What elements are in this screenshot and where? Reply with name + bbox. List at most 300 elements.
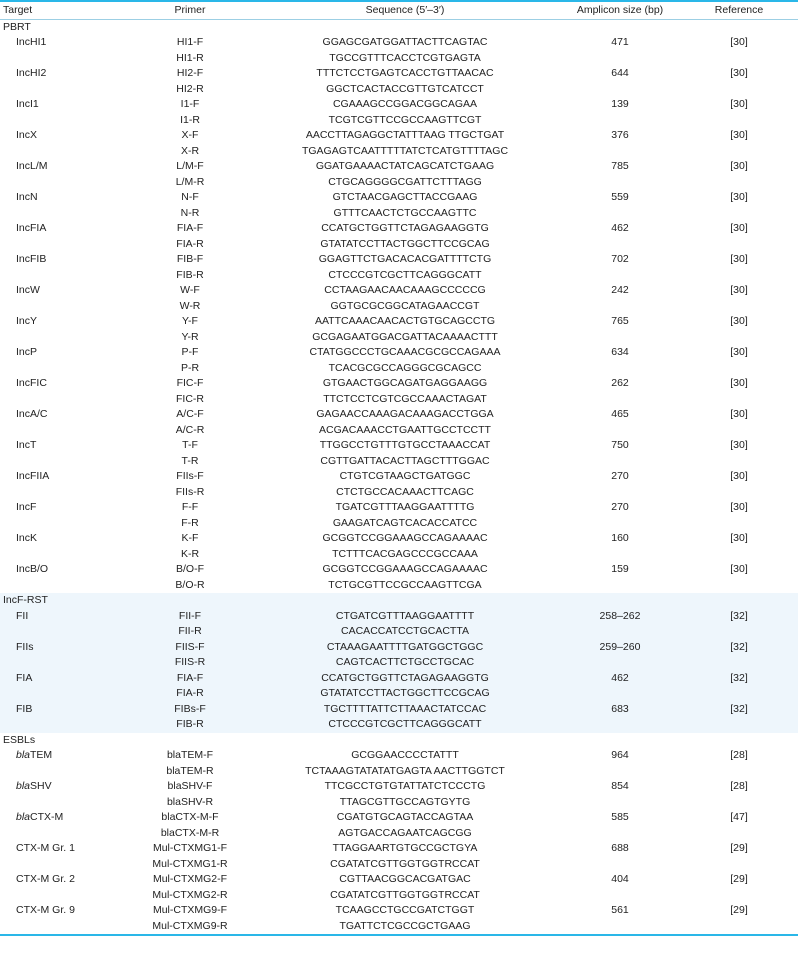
- target-name: IncI1: [16, 98, 39, 110]
- reference-cell: [30]: [730, 253, 748, 265]
- target-name: IncHI1: [16, 36, 47, 48]
- amplicon-size-cell: 160: [611, 532, 629, 544]
- reference-cell: [680, 485, 798, 501]
- sequence-cell: CTGCAGGGGCGATTCTTTAGG: [328, 175, 482, 188]
- primer-cell: T-R: [181, 454, 199, 467]
- section-header-row: [0, 593, 798, 609]
- sequence-cell: CCATGCTGGTTCTAGAGAAGGTG: [321, 671, 489, 684]
- sequence-cell: GGAGCGATGGATTACTTCAGTAC: [322, 36, 488, 48]
- sequence-cell: CTCTGCCACAAACTTCAGC: [336, 485, 474, 498]
- target-name: IncX: [16, 129, 38, 141]
- primer-cell: FIIs-F: [176, 470, 204, 482]
- amplicon-size-cell: [560, 144, 680, 160]
- amplicon-size-cell: [560, 175, 680, 191]
- primer-cell: Mul-CTXMG2-F: [152, 873, 228, 885]
- primer-cell: L/M-R: [175, 175, 205, 188]
- target-name: CTX-M Gr. 2: [16, 873, 75, 885]
- reference-cell: [680, 547, 798, 563]
- sequence-cell: TCTGCGTTCCGCCAAGTTCGA: [328, 578, 482, 591]
- target-cell: [0, 531, 130, 547]
- sequence-cell: TGATCGTTTAAGGAATTTTG: [335, 501, 475, 513]
- reference-cell: [30]: [730, 346, 748, 358]
- header-reference: Reference: [680, 1, 798, 19]
- primer-cell: F-R: [181, 516, 199, 529]
- section-header-row: [0, 19, 798, 35]
- target-name: IncFIA: [16, 222, 47, 234]
- table-row: [0, 407, 798, 423]
- target-cell: [0, 330, 130, 346]
- table-row: [0, 562, 798, 578]
- target-cell: [0, 562, 130, 578]
- sequence-cell: CCATGCTGGTTCTAGAGAAGGTG: [321, 222, 489, 234]
- reference-cell: [680, 175, 798, 191]
- target-name: IncP: [16, 346, 38, 358]
- sequence-cell: TGCTTTTATTCTTAAACTATCCAC: [323, 702, 487, 715]
- amplicon-size-cell: [560, 686, 680, 702]
- primer-cell: FIC-R: [176, 392, 204, 405]
- sequence-cell: CGTTGATTACACTTAGCTTTGGAC: [320, 454, 490, 467]
- sequence-cell: GCGGTCCGGAAAGCCAGAAAAC: [322, 532, 488, 544]
- target-cell: [0, 686, 130, 702]
- table-row: [0, 810, 798, 826]
- amplicon-size-cell: [560, 624, 680, 640]
- table-row: [0, 857, 798, 873]
- primer-cell: Y-F: [182, 315, 198, 327]
- target-cell: [0, 454, 130, 470]
- section-title: IncF-RST: [3, 594, 48, 606]
- primer-cell: HI2-F: [176, 67, 204, 79]
- amplicon-size-cell: [560, 113, 680, 129]
- table-row: [0, 578, 798, 594]
- amplicon-size-cell: [560, 485, 680, 501]
- target-cell: [0, 624, 130, 640]
- reference-cell: [680, 717, 798, 733]
- target-cell: [0, 547, 130, 563]
- target-cell: [0, 717, 130, 733]
- target-name: IncW: [16, 284, 40, 296]
- table-row: [0, 516, 798, 532]
- sequence-cell: GTGAACTGGCAGATGAGGAAGG: [322, 377, 488, 389]
- header-sequence: Sequence (5′–3′): [250, 1, 560, 19]
- sequence-cell: GGAGTTCTGACACACGATTTTCTG: [318, 253, 492, 265]
- amplicon-size-cell: [560, 51, 680, 67]
- reference-cell: [47]: [730, 811, 748, 823]
- amplicon-size-cell: [560, 82, 680, 98]
- section-pbrt: [0, 19, 798, 593]
- table-row: [0, 469, 798, 485]
- amplicon-size-cell: 242: [611, 284, 629, 296]
- primer-cell: X-F: [181, 129, 199, 141]
- amplicon-size-cell: 750: [611, 439, 629, 451]
- sequence-cell: GCGGTCCGGAAAGCCAGAAAAC: [322, 563, 488, 575]
- sequence-cell: TCACGCGCCAGGGCGCAGCC: [328, 361, 482, 374]
- sequence-cell: GCGGAACCCCTATTT: [351, 749, 459, 761]
- sequence-cell: GTATATCCTTACTGGCTTCCGCAG: [320, 687, 490, 699]
- target-name: IncY: [16, 315, 38, 327]
- reference-cell: [30]: [730, 222, 748, 234]
- target-cell: [0, 283, 130, 299]
- primer-cell: Mul-CTXMG9-R: [130, 919, 250, 936]
- reference-cell: [30]: [730, 129, 748, 141]
- table-row: [0, 82, 798, 98]
- section-esbls: [0, 733, 798, 936]
- sequence-cell: TTCGCCTGTGTATTATCTCCCTG: [324, 780, 486, 792]
- target-name: FIIs: [16, 640, 34, 653]
- primer-cell: FIA-R: [176, 687, 204, 699]
- table-row: [0, 345, 798, 361]
- target-cell: [0, 159, 130, 175]
- amplicon-size-cell: 644: [611, 67, 629, 79]
- sequence-cell: TCTAAAGTATATATGAGTA AACTTGGTCT: [305, 764, 505, 777]
- reference-cell: [680, 919, 798, 936]
- primer-cell: blaCTX-M-F: [161, 811, 219, 823]
- target-cell: [0, 221, 130, 237]
- reference-cell: [680, 454, 798, 470]
- target-cell: [0, 51, 130, 67]
- section-title: PBRT: [3, 20, 31, 33]
- target-cell: [0, 841, 130, 857]
- sequence-cell: CTATGGCCCTGCAAACGCGCCAGAAA: [309, 346, 501, 358]
- table-row: [0, 547, 798, 563]
- reference-cell: [30]: [730, 284, 748, 296]
- primer-cell: T-F: [182, 439, 198, 451]
- target-cell: [0, 206, 130, 222]
- target-cell: [0, 779, 130, 795]
- target-name: FIA: [16, 671, 33, 684]
- sequence-cell: GGCTCACTACCGTTGTCATCCT: [326, 82, 484, 95]
- target-cell: [0, 655, 130, 671]
- target-cell: [0, 66, 130, 82]
- amplicon-size-cell: [560, 361, 680, 377]
- target-name: CTX-M Gr. 1: [16, 842, 75, 854]
- sequence-cell: CTCCCGTCGCTTCAGGGCATT: [328, 268, 482, 281]
- amplicon-size-cell: [560, 826, 680, 842]
- target-cell: [0, 485, 130, 501]
- amplicon-size-cell: 270: [611, 470, 629, 482]
- amplicon-size-cell: [560, 857, 680, 873]
- table-row: [0, 640, 798, 656]
- reference-cell: [30]: [730, 315, 748, 327]
- sequence-cell: TTTCTCCTGAGTCACCTGTTAACAC: [316, 67, 494, 79]
- table-row: [0, 423, 798, 439]
- table-row: [0, 113, 798, 129]
- primer-cell: P-R: [180, 361, 200, 374]
- table-row: [0, 872, 798, 888]
- amplicon-size-cell: 585: [611, 811, 629, 823]
- primer-cell: HI2-R: [176, 82, 204, 95]
- amplicon-size-cell: 765: [611, 315, 629, 327]
- sequence-cell: CCTAAGAACAACAAAGCCCCCG: [324, 284, 486, 296]
- target-name: FII: [16, 609, 29, 622]
- primer-cell: blaSHV-F: [167, 780, 213, 792]
- amplicon-size-cell: 159: [611, 563, 629, 575]
- sequence-cell: GGTGCGCGGCATAGAACCGT: [330, 299, 480, 312]
- primer-cell: FIA-F: [176, 671, 204, 684]
- amplicon-size-cell: 854: [611, 780, 629, 792]
- section-title: ESBLs: [3, 733, 36, 746]
- reference-cell: [680, 82, 798, 98]
- amplicon-size-cell: [560, 655, 680, 671]
- table-row: [0, 206, 798, 222]
- amplicon-size-cell: [560, 454, 680, 470]
- reference-cell: [32]: [730, 702, 748, 715]
- target-cell: [0, 810, 130, 826]
- target-cell: [0, 268, 130, 284]
- section-header-row: [0, 733, 798, 749]
- target-cell: [0, 857, 130, 873]
- amplicon-size-cell: [560, 392, 680, 408]
- table-row: [0, 624, 798, 640]
- amplicon-size-cell: [560, 206, 680, 222]
- amplicon-size-cell: 683: [611, 702, 629, 715]
- sequence-cell: TTAGGAARTGTGCCGCTGYA: [332, 842, 478, 854]
- target-cell: [0, 500, 130, 516]
- table-row: [0, 283, 798, 299]
- amplicon-size-cell: 688: [611, 842, 629, 854]
- header-amplicon-size: Amplicon size (bp): [560, 1, 680, 19]
- target-cell: [0, 407, 130, 423]
- italic-prefix: bla: [16, 749, 31, 761]
- target-cell: [0, 748, 130, 764]
- primer-cell: FIBs-F: [174, 702, 206, 715]
- primer-cell: FIB-R: [176, 268, 204, 281]
- primer-cell: Mul-CTXMG2-R: [152, 888, 228, 901]
- sequence-cell: CGATATCGTTGGTGGTRCCAT: [330, 888, 480, 901]
- reference-cell: [680, 423, 798, 439]
- amplicon-size-cell: [560, 423, 680, 439]
- target-name: IncFIB: [16, 253, 47, 265]
- primer-cell: N-F: [181, 191, 199, 203]
- primer-cell: F-F: [181, 501, 199, 513]
- target-cell: [0, 144, 130, 160]
- table-row: [0, 97, 798, 113]
- amplicon-size-cell: [560, 764, 680, 780]
- table-row: [0, 485, 798, 501]
- header-primer: Primer: [130, 1, 250, 19]
- reference-cell: [30]: [730, 439, 748, 451]
- table-row: [0, 826, 798, 842]
- reference-cell: [29]: [730, 842, 748, 854]
- sequence-cell: TTAGCGTTGCCAGTGYTG: [339, 795, 471, 808]
- reference-cell: [30]: [730, 563, 748, 575]
- primer-cell: HI1-F: [176, 36, 204, 48]
- sequence-cell: CTAAAGAATTTTGATGGCTGGC: [326, 640, 484, 653]
- amplicon-size-cell: [560, 299, 680, 315]
- primer-cell: X-R: [180, 144, 200, 157]
- target-cell: [0, 82, 130, 98]
- amplicon-size-cell: [560, 795, 680, 811]
- amplicon-size-cell: 964: [611, 749, 629, 761]
- sequence-cell: GTATATCCTTACTGGCTTCCGCAG: [320, 237, 490, 250]
- target-cell: [0, 578, 130, 594]
- reference-cell: [30]: [730, 191, 748, 203]
- primer-cell: blaCTX-M-R: [160, 826, 220, 839]
- sequence-cell: CGATGTGCAGTACCAGTAA: [336, 811, 474, 823]
- target-cell: [0, 361, 130, 377]
- reference-cell: [28]: [730, 749, 748, 761]
- table-row: [0, 35, 798, 51]
- amplicon-size-cell: 634: [611, 346, 629, 358]
- primer-cell: Y-R: [181, 330, 199, 343]
- amplicon-size-cell: [560, 888, 680, 904]
- sequence-cell: CTCCCGTCGCTTCAGGGCATT: [328, 718, 482, 730]
- target-cell: [0, 128, 130, 144]
- sequence-cell: CTGATCGTTTAAGGAATTTT: [335, 609, 475, 622]
- amplicon-size-cell: 376: [611, 129, 629, 141]
- target-cell: [0, 702, 130, 718]
- amplicon-size-cell: 139: [611, 98, 629, 110]
- reference-cell: [30]: [730, 98, 748, 110]
- reference-cell: [28]: [730, 780, 748, 792]
- table-row: [0, 702, 798, 718]
- italic-prefix: bla: [16, 811, 31, 823]
- table-row: [0, 903, 798, 919]
- target-cell: [0, 345, 130, 361]
- table-row: [0, 221, 798, 237]
- target-cell: [0, 113, 130, 129]
- amplicon-size-cell: 702: [611, 253, 629, 265]
- table-row: [0, 438, 798, 454]
- amplicon-size-cell: 462: [611, 671, 629, 684]
- target-name: IncL/M: [16, 160, 48, 172]
- primer-cell: K-F: [181, 532, 199, 544]
- reference-cell: [680, 624, 798, 640]
- target-cell: [0, 640, 130, 656]
- table-row: [0, 376, 798, 392]
- reference-cell: [680, 655, 798, 671]
- target-cell: [0, 237, 130, 253]
- primer-cell: FIIS-F: [175, 640, 205, 653]
- primer-cell: A/C-F: [176, 408, 204, 420]
- reference-cell: [680, 888, 798, 904]
- target-cell: [0, 795, 130, 811]
- reference-cell: [29]: [730, 904, 748, 916]
- target-name: IncA/C: [16, 408, 48, 420]
- sequence-cell: TCGTCGTTCCGCCAAGTTCGT: [328, 113, 482, 126]
- table-row: [0, 454, 798, 470]
- target-cell: [0, 903, 130, 919]
- reference-cell: [30]: [730, 36, 748, 48]
- primer-cell: A/C-R: [175, 423, 205, 436]
- table-row: [0, 51, 798, 67]
- table-row: [0, 609, 798, 625]
- reference-cell: [30]: [730, 501, 748, 513]
- sequence-cell: CGTTAACGGCACGATGAC: [339, 873, 471, 885]
- target-cell: [0, 35, 130, 51]
- target-name: CTX-M: [30, 811, 64, 823]
- table-row: [0, 500, 798, 516]
- primer-cell: I1-F: [180, 98, 200, 110]
- header-row: [0, 1, 798, 19]
- amplicon-size-cell: 270: [611, 501, 629, 513]
- sequence-cell: ACGACAAACCTGAATTGCCTCCTT: [319, 423, 491, 436]
- reference-cell: [29]: [730, 873, 748, 885]
- sequence-cell: AGTGACCAGAATCAGCGG: [338, 826, 472, 839]
- reference-cell: [680, 330, 798, 346]
- sequence-cell: GTTTCAACTCTGCCAAGTTC: [333, 206, 477, 219]
- sequence-cell: CGAAAGCCGGACGGCAGAA: [332, 98, 478, 110]
- table-row: [0, 175, 798, 191]
- target-cell: [0, 392, 130, 408]
- primer-cell: FII-R: [178, 625, 202, 637]
- primer-cell: FIIS-R: [174, 656, 206, 668]
- sequence-cell: TTGGCCTGTTTGTGCCTAAACCAT: [319, 439, 491, 451]
- target-name: IncN: [16, 191, 38, 203]
- target-cell: [0, 175, 130, 191]
- reference-cell: [32]: [730, 640, 748, 653]
- section-incf-rst: [0, 593, 798, 733]
- reference-cell: [680, 795, 798, 811]
- reference-cell: [680, 113, 798, 129]
- reference-cell: [30]: [730, 408, 748, 420]
- target-cell: [0, 469, 130, 485]
- sequence-cell: TCTTTCACGAGCCCGCCAAA: [332, 547, 478, 560]
- amplicon-size-cell: [560, 578, 680, 594]
- target-cell: [0, 516, 130, 532]
- primer-cell: FIA-F: [176, 222, 204, 234]
- reference-cell: [680, 206, 798, 222]
- reference-cell: [32]: [730, 609, 748, 622]
- primer-cell: B/O-F: [176, 563, 204, 575]
- table-row: [0, 531, 798, 547]
- primer-cell: Mul-CTXMG1-R: [152, 857, 228, 870]
- sequence-cell: GAAGATCAGTCACACCATCC: [332, 516, 478, 529]
- reference-cell: [680, 144, 798, 160]
- primer-cell: W-F: [180, 284, 200, 296]
- target-name: IncFIIA: [16, 470, 50, 482]
- target-cell: [0, 872, 130, 888]
- primer-cell: FII-F: [178, 609, 202, 622]
- primer-cell: FIC-F: [176, 377, 204, 389]
- primer-cell: HI1-R: [176, 51, 204, 64]
- primer-cell: N-R: [180, 206, 200, 219]
- primer-cell: FIB-R: [176, 718, 204, 730]
- sequence-cell: TCAAGCCTGCCGATCTGGT: [335, 904, 475, 916]
- target-name: FIB: [16, 702, 33, 715]
- table-row: [0, 330, 798, 346]
- sequence-cell: CTGTCGTAAGCTGATGGC: [339, 470, 471, 482]
- primer-cell: L/M-F: [176, 160, 204, 172]
- table-row: [0, 888, 798, 904]
- reference-cell: [680, 578, 798, 594]
- table-row: [0, 795, 798, 811]
- sequence-cell: AATTCAAACAACACTGTGCAGCCTG: [314, 315, 496, 327]
- target-cell: [0, 190, 130, 206]
- sequence-cell: GGATGAAAACTATCAGCATCTGAAG: [315, 160, 495, 172]
- amplicon-size-cell: 262: [611, 377, 629, 389]
- reference-cell: [32]: [730, 671, 748, 684]
- reference-cell: [30]: [730, 377, 748, 389]
- table-row: [0, 841, 798, 857]
- table-row: [0, 314, 798, 330]
- primer-cell: FIA-R: [176, 237, 204, 250]
- reference-cell: [680, 392, 798, 408]
- reference-cell: [30]: [730, 470, 748, 482]
- table-row: [0, 717, 798, 733]
- amplicon-size-cell: [560, 919, 680, 936]
- sequence-cell: TTCTCCTCGTCGCCAAACTAGAT: [323, 392, 487, 405]
- amplicon-size-cell: 259–260: [599, 640, 641, 653]
- reference-cell: [680, 857, 798, 873]
- primer-cell: blaSHV-R: [166, 795, 214, 808]
- amplicon-size-cell: [560, 547, 680, 563]
- primer-cell: blaTEM-R: [166, 764, 214, 777]
- target-cell: [0, 764, 130, 780]
- primer-cell: FIB-F: [176, 253, 204, 265]
- sequence-cell: CGATATCGTTGGTGGTRCCAT: [330, 857, 480, 870]
- target-name: IncK: [16, 532, 38, 544]
- amplicon-size-cell: 462: [611, 222, 629, 234]
